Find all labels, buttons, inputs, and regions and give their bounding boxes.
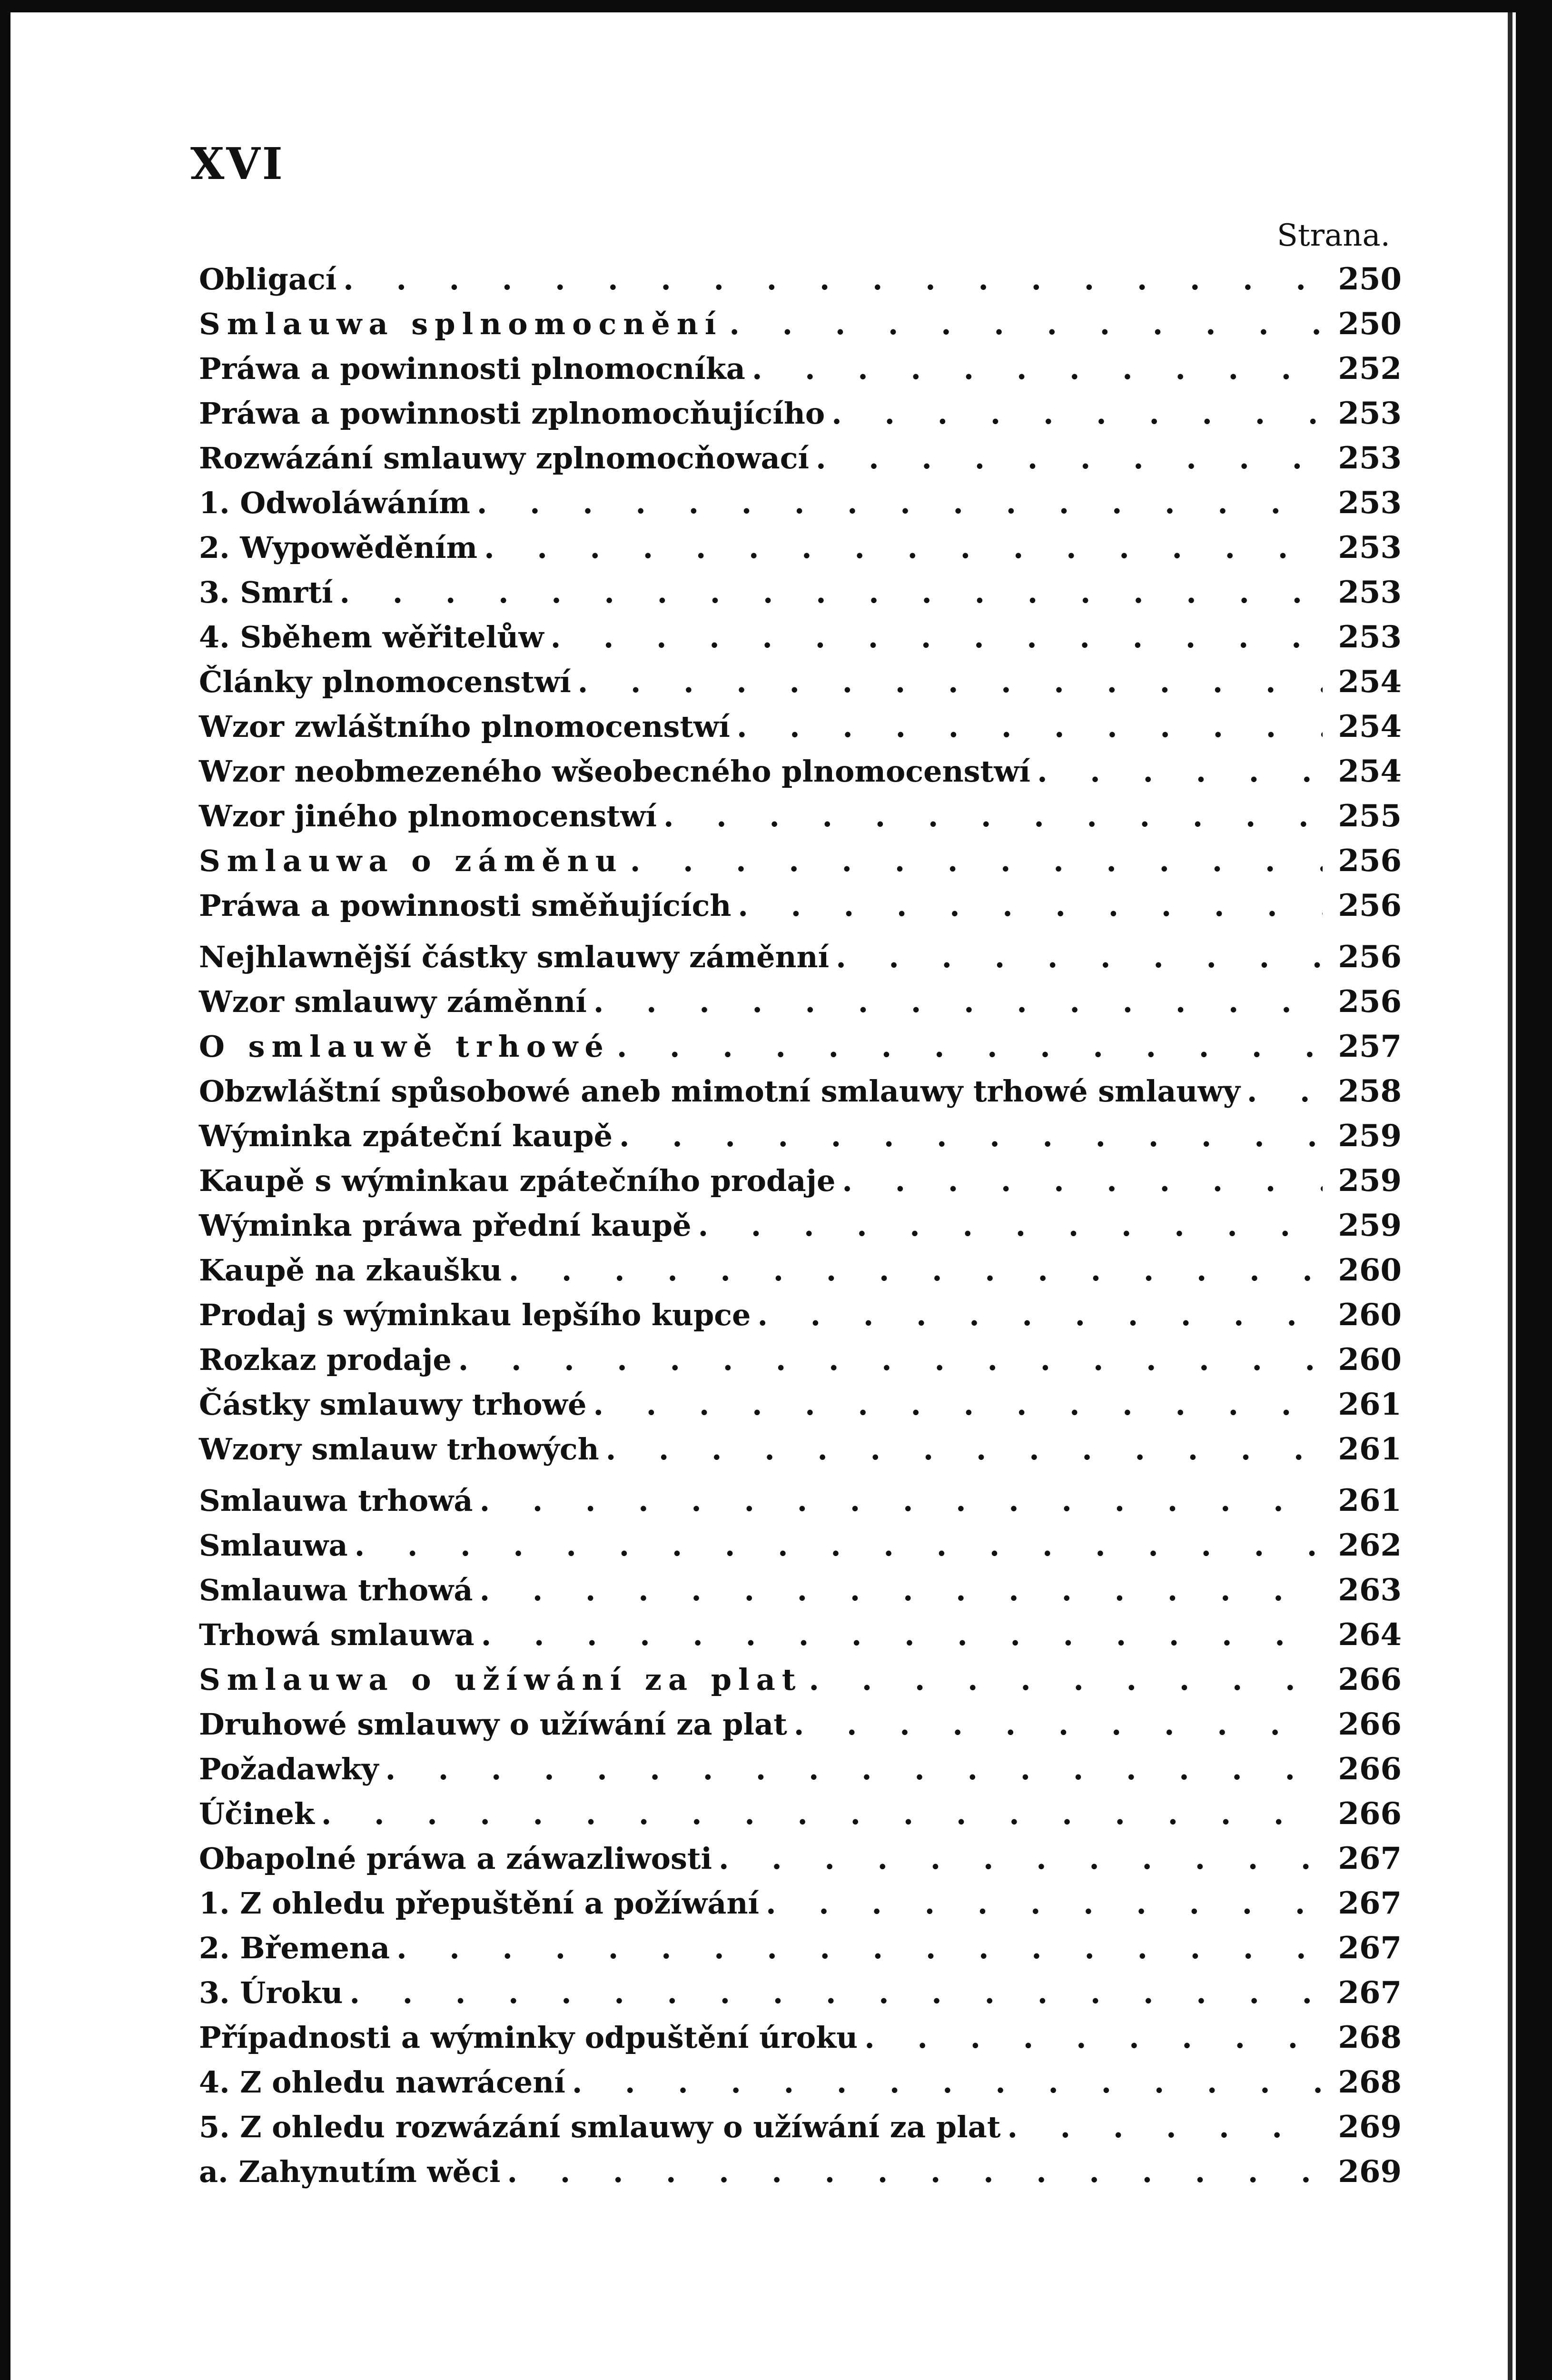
toc-entry [199, 1613, 1402, 1657]
toc-entry-page: 252 [1338, 351, 1402, 387]
dot-leader [551, 615, 1323, 660]
toc-entry-title: a. Zahynutím wěci [199, 2154, 501, 2189]
toc-entry [199, 302, 1402, 347]
toc-entry-page: 253 [1338, 440, 1402, 476]
toc-entry-title: Práwa a powinnosti směňujících [199, 888, 732, 923]
toc-section-heading: O smlauwě trhowé [199, 1029, 610, 1064]
toc-entry [199, 1248, 1402, 1293]
toc-entry-title: Wzory smlauw trhowých [199, 1432, 599, 1467]
toc-entry [199, 481, 1402, 526]
toc-entry-title: 4. Z ohledu nawrácení [199, 2065, 565, 2100]
dot-leader [355, 1523, 1323, 1568]
toc-entry [199, 839, 1402, 883]
dot-leader [738, 883, 1323, 928]
dot-leader [864, 2015, 1323, 2060]
toc-entry-page: 267 [1338, 1841, 1402, 1876]
toc-entry-page: 253 [1338, 396, 1402, 431]
page-edge-shadow [1508, 12, 1512, 2380]
dot-leader [1247, 1069, 1323, 1114]
toc-entry-title: Články plnomocenstwí [199, 664, 571, 699]
toc-entry-page: 266 [1338, 1751, 1402, 1787]
toc-entry [199, 257, 1402, 302]
toc-entry-page: 256 [1338, 843, 1402, 879]
toc-entry [199, 1203, 1402, 1248]
toc-entry [199, 615, 1402, 660]
dot-leader [1007, 2105, 1323, 2150]
toc-entry-page: 250 [1338, 261, 1402, 297]
toc-entry [199, 1338, 1402, 1382]
toc-entry-title: Druhowé smlauwy o užíwání za plat [199, 1707, 787, 1742]
toc-section-heading: Smlauwa o užíwání za plat [199, 1662, 802, 1697]
toc-entry [199, 2060, 1402, 2105]
dot-leader [340, 570, 1323, 615]
toc-entry [199, 1382, 1402, 1427]
toc-entry-title: Práwa a powinnosti plnomocníka [199, 351, 745, 386]
toc-entry-page: 256 [1338, 984, 1402, 1020]
toc-entry-title: Trhowá smlauwa [199, 1617, 474, 1652]
toc-entry-title: 2. Wypowěděním [199, 530, 478, 565]
table-of-contents [199, 257, 1402, 2194]
dot-leader [619, 1114, 1323, 1159]
toc-entry [199, 1024, 1402, 1069]
toc-entry-title: Rozkaz prodaje [199, 1342, 452, 1377]
toc-entry-title: Práwa a powinnosti zplnomocňujícího [199, 396, 825, 431]
toc-entry-title: 5. Z ohledu rozwázání smlauwy o užíwání za plat [199, 2110, 1001, 2144]
toc-entry-title: Obligací [199, 262, 337, 297]
toc-entry-page: 260 [1338, 1342, 1402, 1378]
scan-border-left [0, 0, 10, 2380]
toc-entry-page: 260 [1338, 1297, 1402, 1333]
toc-entry-page: 267 [1338, 1885, 1402, 1921]
toc-entry-page: 259 [1338, 1163, 1402, 1199]
toc-entry-page: 266 [1338, 1706, 1402, 1742]
toc-entry-page: 250 [1338, 306, 1402, 342]
toc-entry-page: 256 [1338, 888, 1402, 923]
dot-leader [396, 1926, 1323, 1971]
dot-leader [458, 1338, 1323, 1382]
dot-leader [480, 1478, 1323, 1523]
toc-entry [199, 2015, 1402, 2060]
toc-entry-page: 267 [1338, 1930, 1402, 1966]
toc-entry-page: 261 [1338, 1431, 1402, 1467]
page-number: XVI [190, 138, 285, 189]
toc-entry [199, 794, 1402, 839]
toc-entry-page: 266 [1338, 1662, 1402, 1697]
toc-entry-page: 254 [1338, 709, 1402, 744]
toc-entry-page: 267 [1338, 1975, 1402, 2011]
toc-entry-title: Požadawky [199, 1752, 379, 1786]
toc-entry [199, 526, 1402, 570]
toc-entry [199, 347, 1402, 391]
dot-leader [572, 2060, 1323, 2105]
toc-entry-title: Případnosti a wýminky odpuštění úroku [199, 2020, 858, 2055]
toc-entry [199, 1069, 1402, 1114]
dot-leader [480, 1568, 1323, 1613]
dot-leader [477, 481, 1323, 526]
toc-entry [199, 660, 1402, 704]
toc-entry-title: 4. Sběhem wěřitelůw [199, 620, 544, 654]
toc-entry-title: Wzor smlauwy záměnní [199, 984, 587, 1019]
toc-entry [199, 935, 1402, 980]
toc-entry-page: 266 [1338, 1796, 1402, 1832]
toc-entry [199, 883, 1402, 928]
toc-entry [199, 2105, 1402, 2150]
toc-entry [199, 2150, 1402, 2194]
toc-entry [199, 391, 1402, 436]
toc-entry-title: Wýminka práwa přední kaupě [199, 1208, 692, 1243]
dot-leader [842, 1159, 1323, 1203]
dot-leader [766, 1881, 1323, 1926]
toc-entry-page: 254 [1338, 754, 1402, 789]
toc-entry-page: 263 [1338, 1572, 1402, 1608]
toc-entry-title: 1. Z ohledu přepuštění a požíwání [199, 1886, 760, 1921]
toc-entry-title: Wýminka zpáteční kaupě [199, 1119, 613, 1153]
dot-leader [386, 1747, 1323, 1792]
toc-entry [199, 1114, 1402, 1159]
toc-entry [199, 1747, 1402, 1792]
toc-entry-title: Částky smlauwy trhowé [199, 1387, 587, 1422]
toc-entry-title: Obzwláštní spůsobowé aneb mimotní smlauwy trhowé smlauwy [199, 1074, 1240, 1109]
toc-entry [199, 980, 1402, 1024]
dot-leader [578, 660, 1323, 704]
toc-entry [199, 1523, 1402, 1568]
toc-entry-title: Wzor neobmezeného wšeobecného plnomocenstwí [199, 754, 1031, 789]
toc-entry-title: Rozwázání smlauwy zplnomocňowací [199, 441, 810, 476]
dot-leader [484, 526, 1323, 570]
toc-entry-page: 258 [1338, 1073, 1402, 1109]
toc-entry-page: 259 [1338, 1208, 1402, 1243]
toc-entry [199, 1159, 1402, 1203]
toc-entry-page: 261 [1338, 1387, 1402, 1422]
toc-entry-page: 269 [1338, 2109, 1402, 2145]
page-column-heading: Strana. [1276, 218, 1390, 253]
dot-leader [719, 1836, 1323, 1881]
toc-entry-page: 253 [1338, 530, 1402, 565]
toc-entry-page: 259 [1338, 1118, 1402, 1154]
toc-entry [199, 1792, 1402, 1836]
toc-entry-title: Smlauwa trhowá [199, 1573, 473, 1607]
toc-section-heading: Smlauwa splnomocnění [199, 307, 723, 341]
toc-entry-page: 262 [1338, 1527, 1402, 1563]
dot-leader [349, 1971, 1323, 2015]
toc-entry-title: Kaupě na zkaušku [199, 1253, 502, 1288]
toc-entry-page: 268 [1338, 2020, 1402, 2055]
toc-entry [199, 1293, 1402, 1338]
toc-entry-title: Wzor jiného plnomocenstwí [199, 799, 657, 833]
scan-border-top [0, 0, 1552, 12]
toc-entry-page: 268 [1338, 2064, 1402, 2100]
toc-entry-title: Účinek [199, 1796, 315, 1831]
toc-entry [199, 1971, 1402, 2015]
dot-leader [593, 980, 1323, 1024]
dot-leader [593, 1382, 1323, 1427]
toc-entry-title: Smlauwa trhowá [199, 1483, 473, 1518]
dot-leader [836, 935, 1323, 980]
toc-entry-page: 253 [1338, 485, 1402, 521]
toc-entry-page: 253 [1338, 575, 1402, 610]
toc-entry [199, 1427, 1402, 1472]
toc-entry [199, 436, 1402, 481]
dot-leader [617, 1024, 1323, 1069]
dot-leader [831, 391, 1323, 436]
dot-leader [663, 794, 1323, 839]
dot-leader [481, 1613, 1323, 1657]
toc-entry-page: 257 [1338, 1029, 1402, 1064]
toc-entry-title: 2. Břemena [199, 1931, 390, 1965]
dot-leader [758, 1293, 1323, 1338]
dot-leader [816, 436, 1323, 481]
toc-entry-title: 3. Smrtí [199, 575, 333, 610]
toc-entry [199, 1881, 1402, 1926]
toc-entry [199, 749, 1402, 794]
dot-leader [737, 704, 1323, 749]
toc-entry-title: Smlauwa [199, 1528, 348, 1563]
toc-entry [199, 1478, 1402, 1523]
dot-leader [729, 302, 1323, 347]
toc-entry-title: Kaupě s wýminkau zpátečního prodaje [199, 1163, 836, 1198]
toc-entry [199, 1702, 1402, 1747]
toc-entry-title: Wzor zwláštního plnomocenstwí [199, 709, 730, 744]
toc-entry-page: 269 [1338, 2154, 1402, 2190]
toc-entry [199, 570, 1402, 615]
dot-leader [509, 1248, 1323, 1293]
toc-entry-title: Nejhlawnější částky smlauwy záměnní [199, 940, 830, 974]
dot-leader [794, 1702, 1323, 1747]
toc-entry [199, 1836, 1402, 1881]
toc-entry-title: 1. Odwoláwáním [199, 486, 470, 520]
toc-entry-title: Obapolné práwa a záwazliwosti [199, 1841, 712, 1876]
dot-leader [507, 2150, 1323, 2194]
dot-leader [321, 1792, 1323, 1836]
toc-entry-title: 3. Úroku [199, 1975, 343, 2010]
dot-leader [343, 257, 1323, 302]
toc-entry-page: 255 [1338, 798, 1402, 834]
toc-entry [199, 1657, 1402, 1702]
toc-section-heading: Smlauwa o záměnu [199, 843, 623, 878]
toc-entry-page: 261 [1338, 1483, 1402, 1518]
dot-leader [630, 839, 1323, 883]
toc-entry-title: Prodaj s wýminkau lepšího kupce [199, 1298, 751, 1332]
dot-leader [752, 347, 1323, 391]
scan-border-right [1516, 0, 1552, 2380]
toc-entry-page: 264 [1338, 1617, 1402, 1653]
dot-leader [698, 1203, 1323, 1248]
toc-entry-page: 254 [1338, 664, 1402, 700]
toc-entry-page: 260 [1338, 1252, 1402, 1288]
toc-entry [199, 1568, 1402, 1613]
toc-entry [199, 1926, 1402, 1971]
toc-entry-page: 253 [1338, 619, 1402, 655]
dot-leader [606, 1427, 1323, 1472]
toc-entry [199, 704, 1402, 749]
toc-entry-page: 256 [1338, 939, 1402, 975]
dot-leader [1037, 749, 1323, 794]
dot-leader [809, 1657, 1323, 1702]
